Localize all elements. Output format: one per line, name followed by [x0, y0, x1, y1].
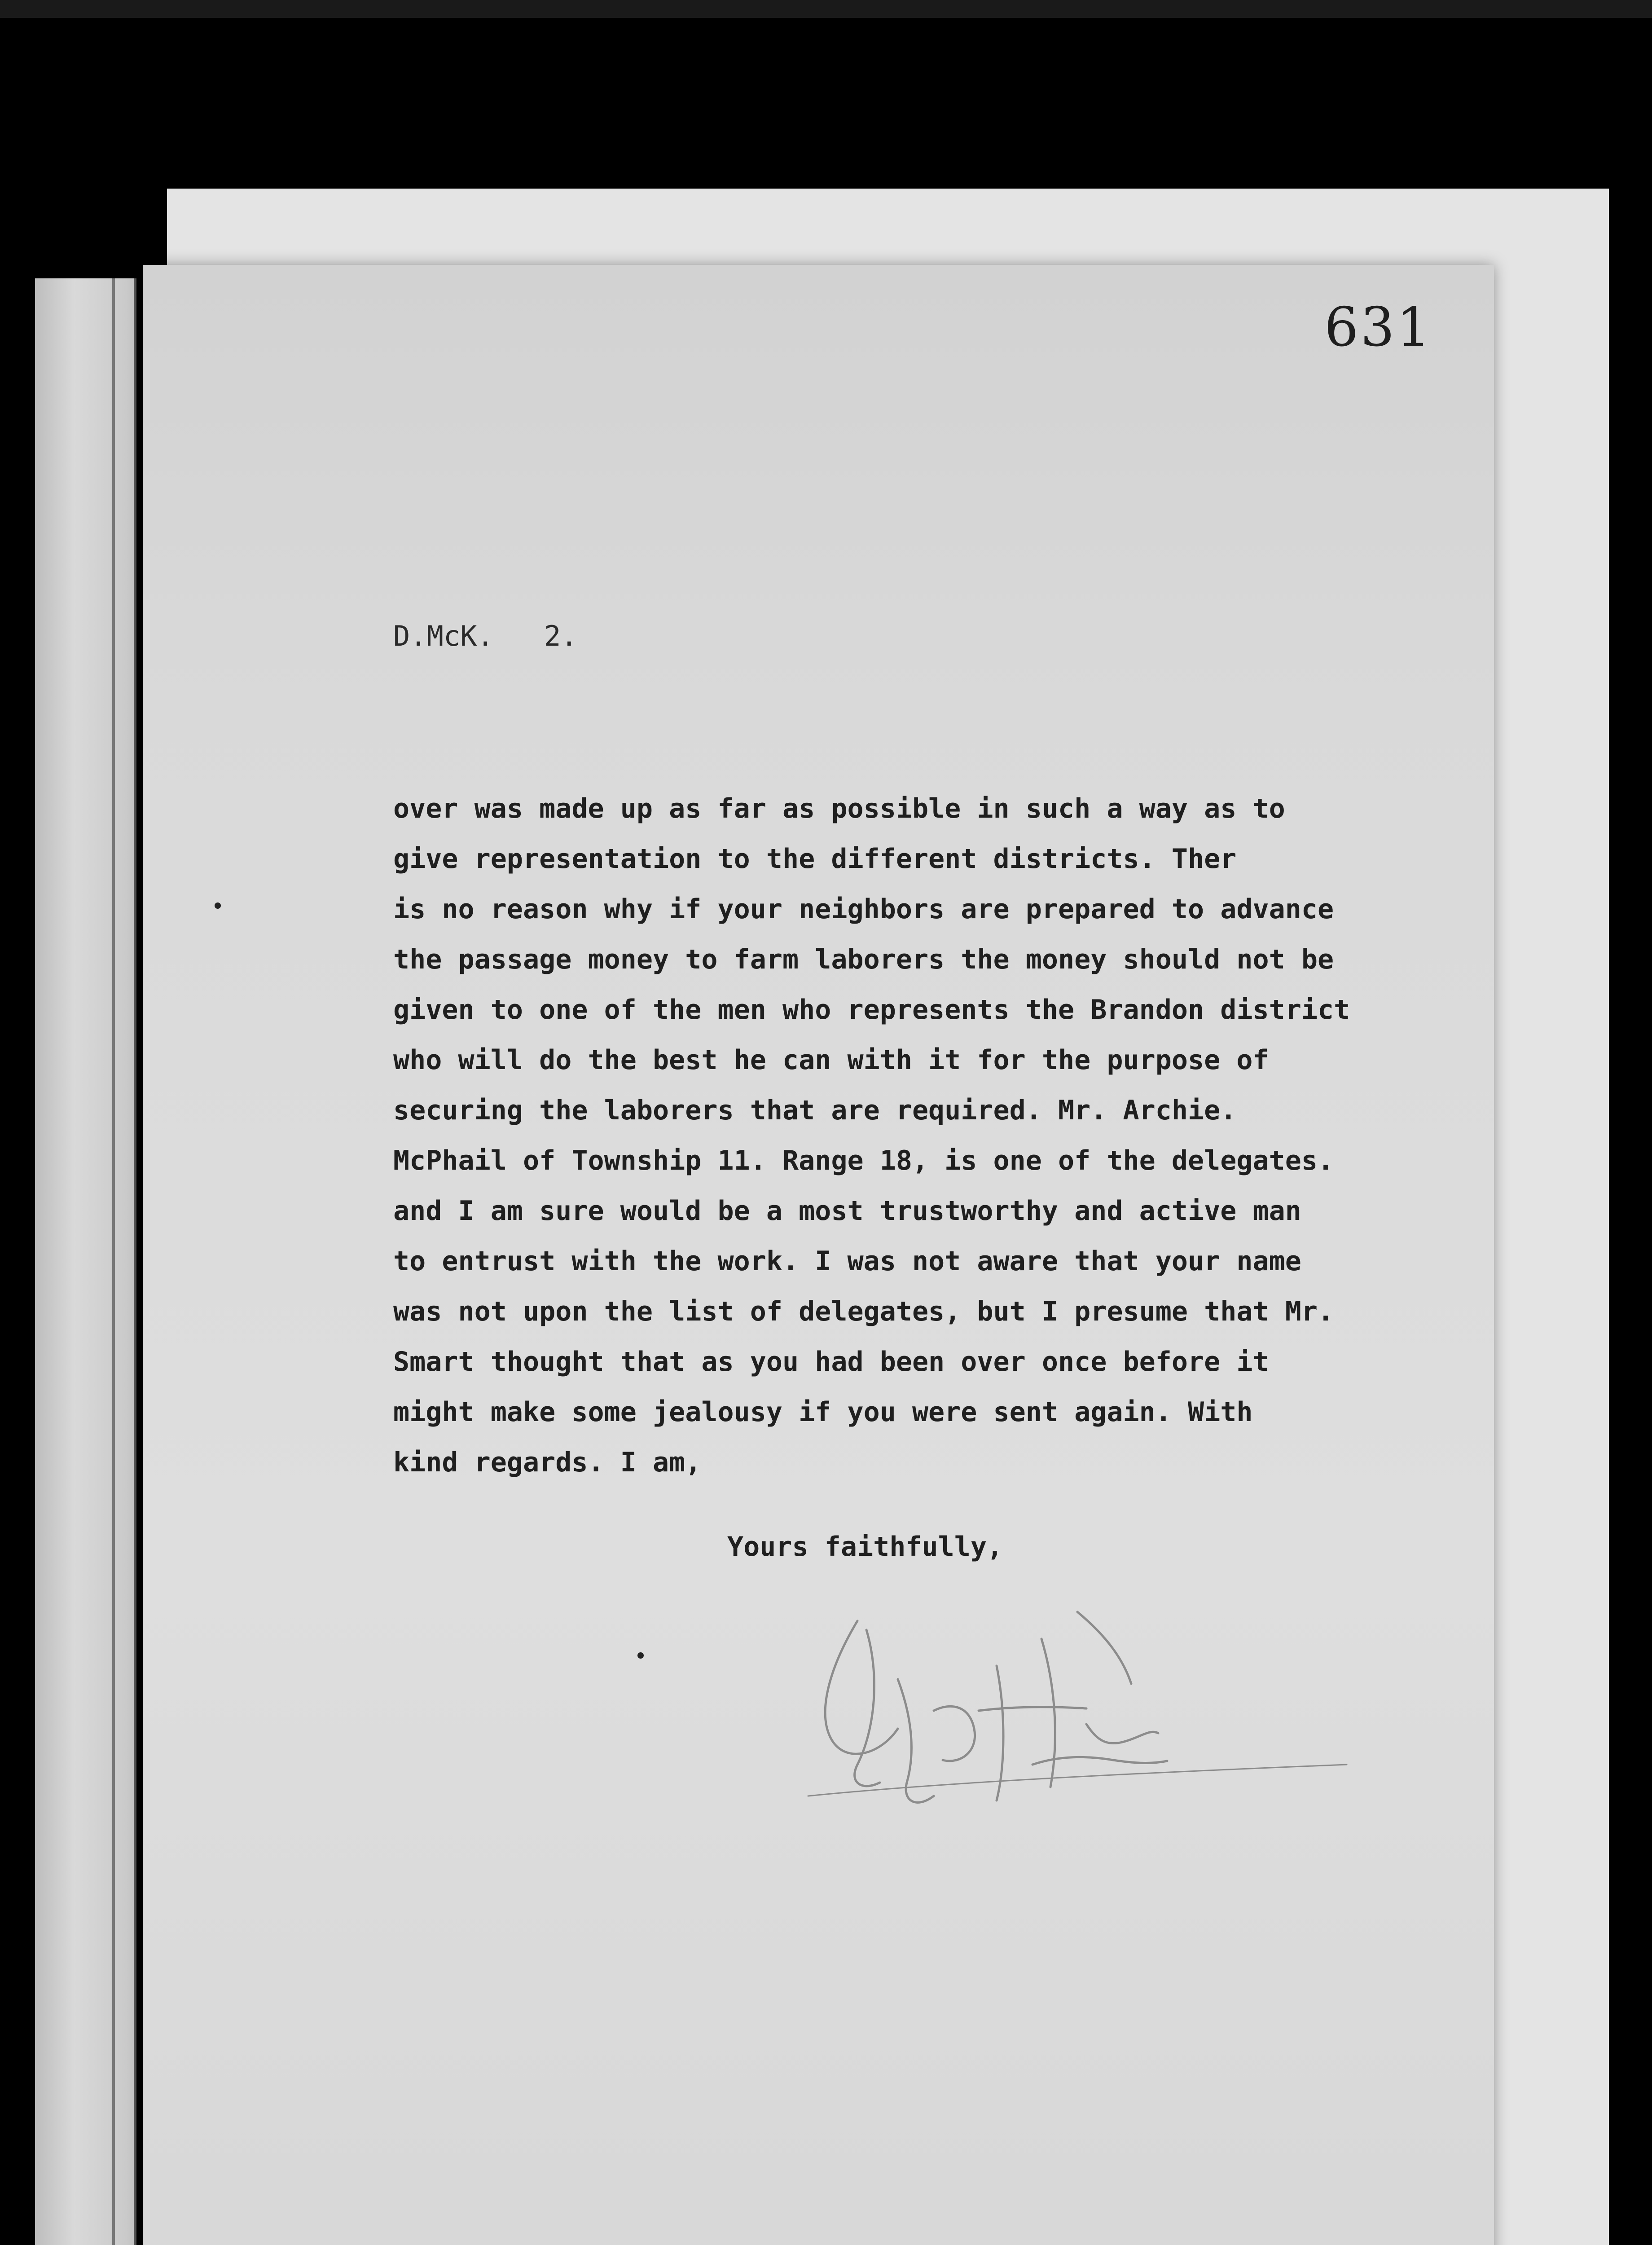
letter-closing: Yours faithfully,	[727, 1531, 1003, 1563]
letter-line: over was made up as far as possible in such a way as to	[393, 793, 1285, 824]
margin-mark	[215, 902, 221, 909]
margin-mark	[637, 1652, 644, 1659]
letter-line: the passage money to farm laborers the money should not be	[393, 944, 1334, 975]
letter-line: to entrust with the work. I was not aware that your name	[393, 1246, 1301, 1277]
letter-line: give representation to the different districts. Ther	[393, 843, 1237, 875]
page-number: 631	[1324, 296, 1433, 359]
side-page-edge-line	[112, 278, 115, 2245]
letter-line: Smart thought that as you had been over once before it	[393, 1346, 1269, 1378]
letter-line: McPhail of Township 11. Range 18, is one of the delegates.	[393, 1145, 1334, 1176]
letter-body	[393, 784, 1426, 1488]
handwritten-signature	[763, 1594, 1392, 1935]
letter-line: given to one of the men who represents the Brandon district	[393, 994, 1350, 1026]
film-top-strip	[0, 0, 1652, 18]
letter-header-reference: D.McK. 2.	[393, 620, 578, 652]
letter-line: and I am sure would be a most trustworthy and active man	[393, 1195, 1301, 1227]
letter-line: was not upon the list of delegates, but I presume that Mr.	[393, 1296, 1334, 1327]
letter-line: kind regards. I am,	[393, 1447, 702, 1478]
letter-line: securing the laborers that are required. Mr. Archie.	[393, 1095, 1237, 1126]
side-page-edge	[35, 278, 136, 2245]
letter-line: might make some jealousy if you were sent again. With	[393, 1396, 1253, 1428]
letter-line: is no reason why if your neighbors are prepared to advance	[393, 894, 1334, 925]
letter-line: who will do the best he can with it for the purpose of	[393, 1044, 1269, 1076]
